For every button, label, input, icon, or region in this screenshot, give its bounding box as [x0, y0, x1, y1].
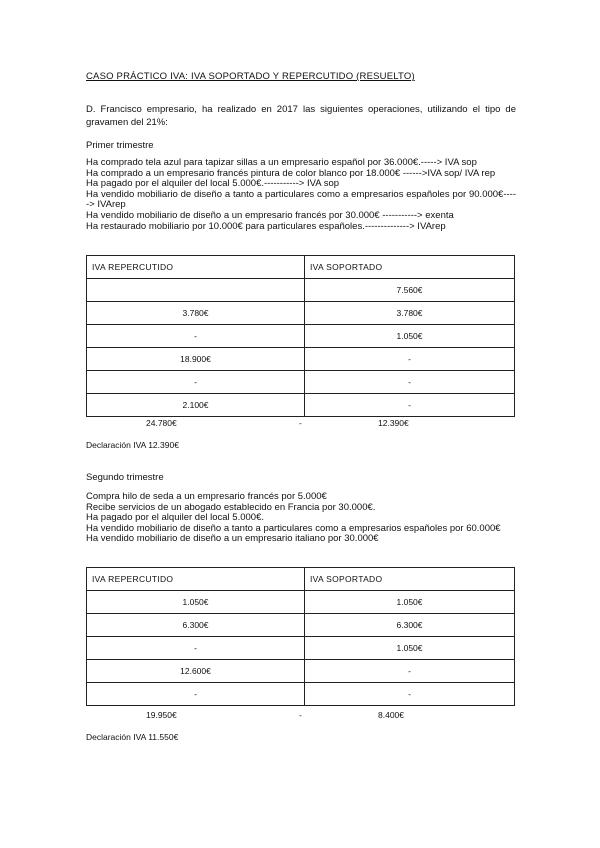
cell-soportado: 6.300€ [305, 614, 515, 637]
cell-soportado: - [305, 348, 515, 371]
q1-operation: Ha comprado tela azul para tapizar sillas a un empresario español por 36.000€.-----> IVA sop [86, 157, 477, 168]
cell-soportado: - [305, 660, 515, 683]
cell-repercutido: - [87, 371, 305, 394]
cell-repercutido [87, 279, 305, 302]
q1-heading: Primer trimestre [86, 140, 154, 151]
q1-operation: Ha comprado a un empresario francés pintura de color blanco por 18.000€ ------>IVA sop/ IVA rep [86, 167, 496, 179]
header-iva-repercutido: IVA REPERCUTIDO [87, 568, 305, 591]
q1-operation: Ha vendido mobiliario de diseño a tanto a particulares como a empresarios españoles por 90.000€-----> IVArep [86, 188, 516, 211]
q1-declaration: Declaración IVA 12.390€ [86, 440, 179, 450]
q2-iva-table [86, 567, 515, 706]
cell-repercutido: 18.900€ [87, 348, 305, 371]
cell-soportado: 3.780€ [305, 302, 515, 325]
table-row [87, 394, 515, 417]
table-row [87, 637, 515, 660]
q1-total-separator: - [299, 418, 302, 428]
document-title: CASO PRÁCTICO IVA: IVA SOPORTADO Y REPERCUTIDO (RESUELTO) [86, 71, 415, 82]
table-row [87, 325, 515, 348]
cell-repercutido: 12.600€ [87, 660, 305, 683]
q2-total-soportado: 8.400€ [378, 710, 404, 720]
table-row [87, 371, 515, 394]
cell-soportado: 7.560€ [305, 279, 515, 302]
cell-soportado: - [305, 394, 515, 417]
q2-operation: Ha vendido mobiliario de diseño a un empresario italiano por 30.000€ [86, 533, 379, 545]
q2-total-separator: - [299, 710, 302, 720]
q1-operation: Ha pagado por el alquiler del local 5.000€.-----------> IVA sop [86, 178, 340, 190]
q2-declaration: Declaración IVA 11.550€ [86, 732, 179, 742]
q2-operation: Ha vendido mobiliario de diseño a tanto a particulares como a empresarios españoles por 60.000€ [86, 522, 501, 534]
q1-total-soportado: 12.390€ [378, 418, 409, 428]
header-iva-soportado: IVA SOPORTADO [305, 256, 515, 279]
cell-repercutido: 6.300€ [87, 614, 305, 637]
q2-operations [86, 492, 516, 545]
cell-soportado: 1.050€ [305, 325, 515, 348]
cell-soportado: - [305, 683, 515, 706]
q1-operations [86, 158, 516, 232]
table-row [87, 660, 515, 683]
q1-operation: Ha restaurado mobiliario por 10.000€ para particulares españoles.--------------> IVArep [86, 220, 446, 232]
table-row [87, 348, 515, 371]
table-row [87, 591, 515, 614]
cell-soportado: 1.050€ [305, 637, 515, 660]
cell-repercutido: - [87, 325, 305, 348]
header-iva-repercutido: IVA REPERCUTIDO [87, 256, 305, 279]
table-header-row [87, 568, 515, 591]
cell-soportado: 1.050€ [305, 591, 515, 614]
q2-total-repercutido: 19.950€ [146, 710, 177, 720]
q1-operation: Ha vendido mobiliario de diseño a un empresario francés por 30.000€ -----------> exenta [86, 209, 454, 221]
header-iva-soportado: IVA SOPORTADO [305, 568, 515, 591]
table-row [87, 614, 515, 637]
q2-operation: Compra hilo de seda a un empresario francés por 5.000€ [86, 491, 327, 502]
q1-iva-table [86, 255, 515, 417]
intro-paragraph: D. Francisco empresario, ha realizado en 2017 las siguientes operaciones, utilizando el tipo de gravamen del 21%: [86, 104, 516, 128]
cell-repercutido: 1.050€ [87, 591, 305, 614]
q2-heading: Segundo trimestre [86, 472, 164, 483]
cell-repercutido: 2.100€ [87, 394, 305, 417]
cell-repercutido: - [87, 637, 305, 660]
cell-soportado: - [305, 371, 515, 394]
table-row [87, 683, 515, 706]
q2-totals [86, 710, 515, 722]
table-row [87, 279, 515, 302]
table-header-row [87, 256, 515, 279]
q1-totals [86, 418, 515, 430]
q2-operation: Ha pagado por el alquiler del local 5.000€. [86, 512, 264, 524]
cell-repercutido: - [87, 683, 305, 706]
cell-repercutido: 3.780€ [87, 302, 305, 325]
q2-operation: Recibe servicios de un abogado establecido en Francia por 30.000€. [86, 501, 376, 513]
q1-total-repercutido: 24.780€ [146, 418, 177, 428]
table-row [87, 302, 515, 325]
